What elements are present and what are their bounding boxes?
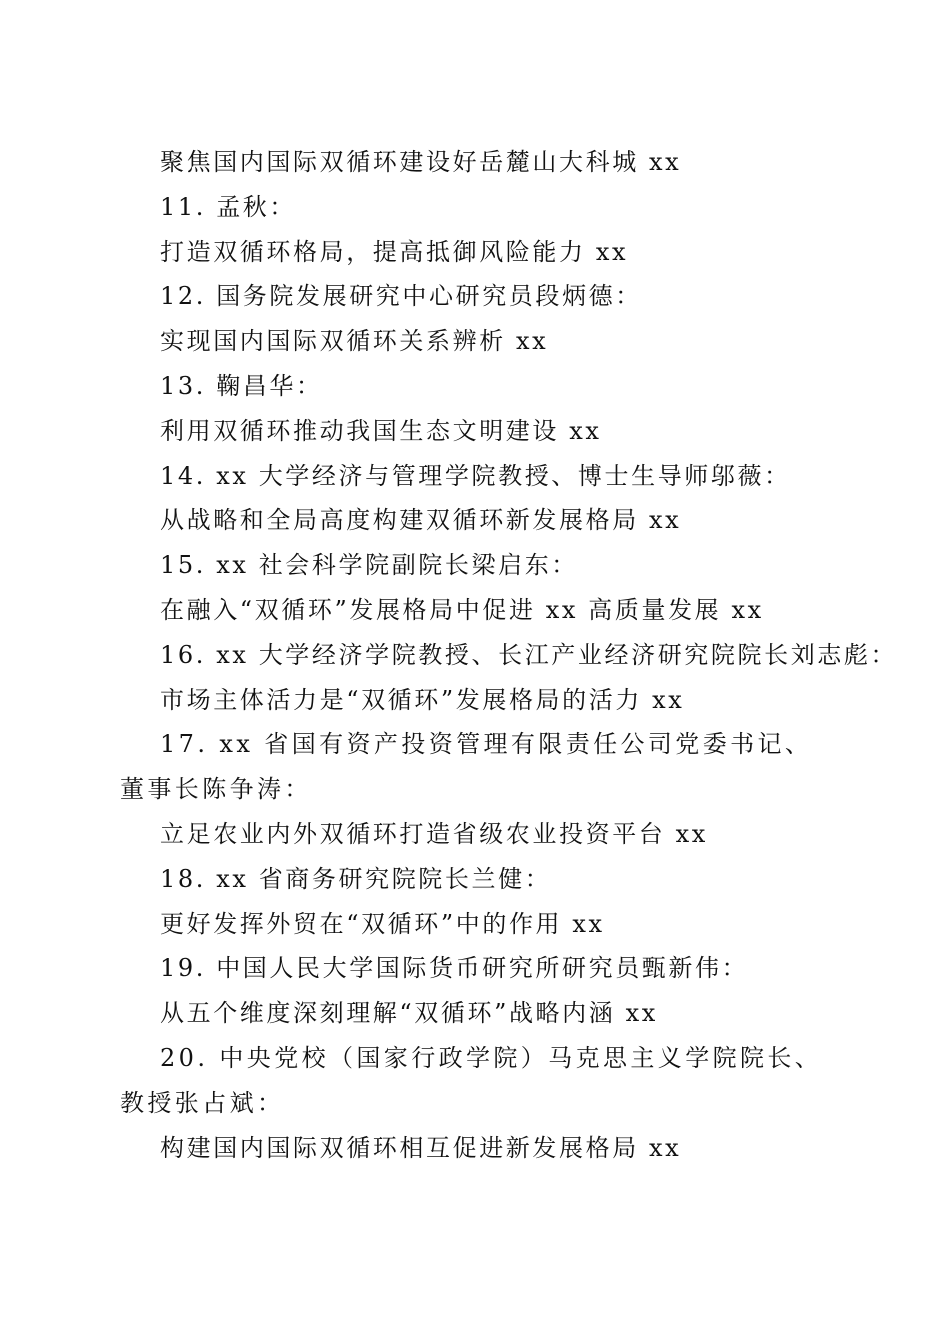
article-title: 从五个维度深刻理解“双循环”战略内涵 xx <box>160 999 658 1028</box>
article-title: 聚焦国内国际双循环建设好岳麓山大科城 xx <box>160 148 682 176</box>
article-title: 在融入“双循环”发展格局中促进 xx 高质量发展 xx <box>160 595 764 624</box>
author-heading: 20. 中央党校（国家行政学院）马克思主义学院院长、教授张占斌： <box>120 1043 823 1117</box>
article-title: 市场主体活力是“双循环”发展格局的活力 xx <box>160 685 685 714</box>
article-title: 利用双循环推动我国生态文明建设 xx <box>160 416 602 445</box>
article-title: 构建国内国际双循环相互促进新发展格局 xx <box>160 1133 682 1162</box>
author-heading: 13. 鞠昌华： <box>160 371 323 400</box>
author-heading: 12. 国务院发展研究中心研究员段炳德： <box>160 282 642 311</box>
author-heading: 14. xx 大学经济与管理学院教授、博士生导师邬薇： <box>160 461 791 490</box>
author-heading: 18. xx 省商务研究院院长兰健： <box>160 864 552 893</box>
author-heading: 11. 孟秋： <box>160 192 296 221</box>
article-title: 立足农业内外双循环打造省级农业投资平台 xx <box>160 819 708 848</box>
article-title: 实现国内国际双循环关系辨析 xx <box>160 327 549 356</box>
author-heading: 19. 中国人民大学国际货币研究所研究员甄新伟： <box>160 954 749 983</box>
author-heading: 16. xx 大学经济学院教授、长江产业经济研究院院长刘志彪： <box>160 640 898 669</box>
author-heading: 15. xx 社会科学院副院长梁启东： <box>160 551 578 580</box>
author-heading: 17. xx 省国有资产投资管理有限责任公司党委书记、董事长陈争涛： <box>120 730 813 804</box>
article-title: 打造双循环格局，提高抵御风险能力 xx <box>160 237 629 266</box>
article-title: 从战略和全局高度构建双循环新发展格局 xx <box>160 506 682 535</box>
document-body <box>120 140 898 1170</box>
article-title: 更好发挥外贸在“双循环”中的作用 xx <box>160 909 605 938</box>
